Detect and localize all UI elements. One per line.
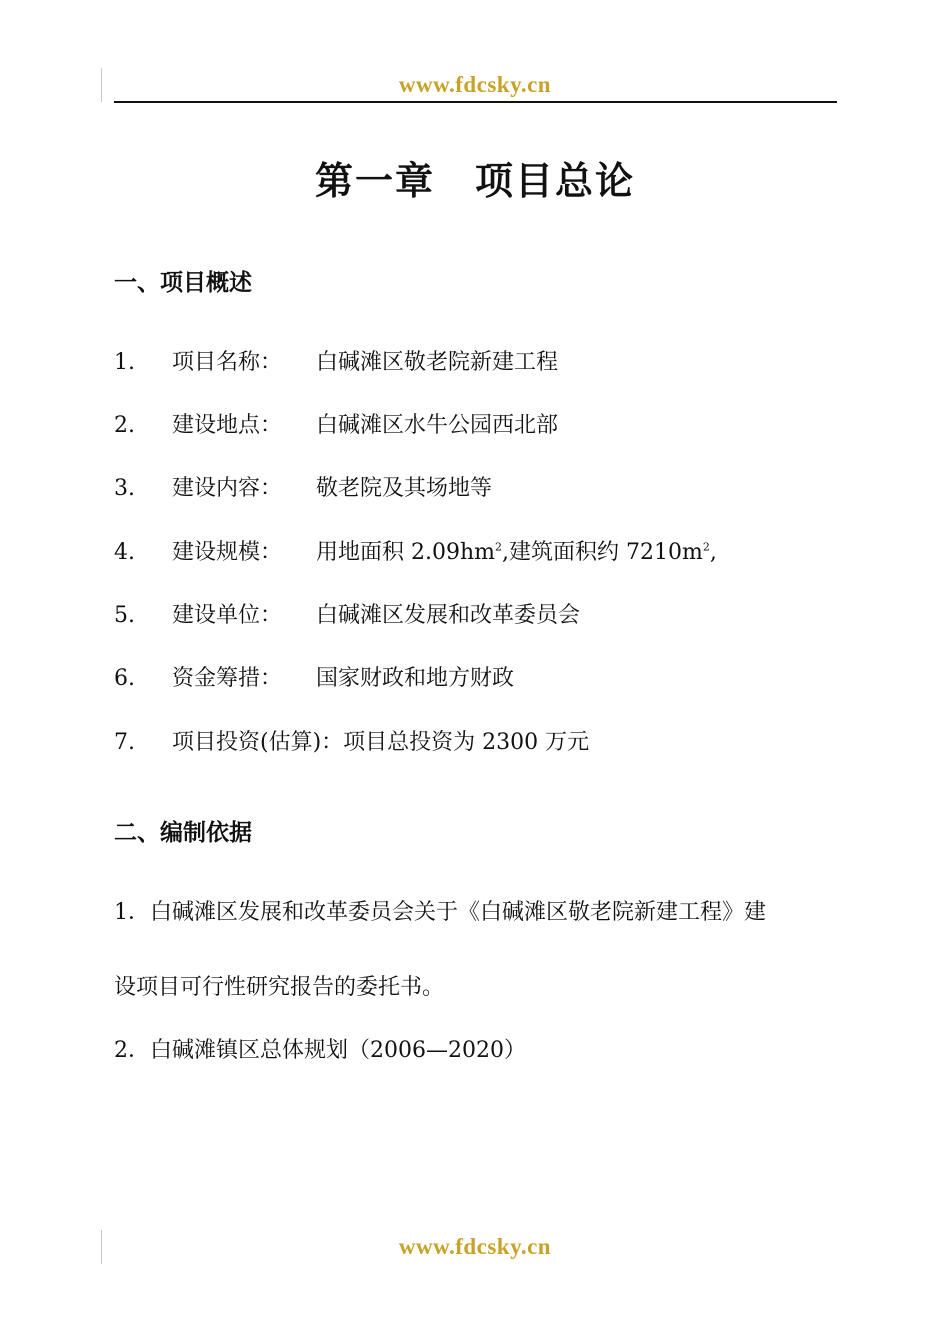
item-number: 2. <box>114 413 135 438</box>
item-number: 6. <box>114 666 135 691</box>
item-label: 建设规模： <box>172 540 283 565</box>
basis-paragraph-line: 1．白碱滩区发展和改革委员会关于《白碱滩区敬老院新建工程》建 <box>114 900 766 925</box>
basis-paragraph: 2．白碱滩镇区总体规划（2006—2020） <box>114 1038 526 1063</box>
item-label: 资金筹措： <box>172 666 283 691</box>
item-text: 项目投资(估算)：项目总投资为 2300 万元 <box>172 730 590 755</box>
item-label: 项目名称： <box>172 350 283 375</box>
item-number: 5. <box>114 603 135 628</box>
header-site-url: www.fdcsky.cn <box>398 72 552 97</box>
chapter-title: 第一章 项目总论 <box>314 159 635 203</box>
header-rule <box>114 101 837 103</box>
item-value: 白碱滩区水牛公园西北部 <box>316 413 559 438</box>
item-label: 建设地点： <box>172 413 283 438</box>
item-value <box>316 538 717 568</box>
trailing-comma: , <box>709 540 717 565</box>
item-number: 4. <box>114 540 135 565</box>
item-value: 国家财政和地方财政 <box>316 666 515 691</box>
item-label: 建设单位： <box>172 603 283 628</box>
footer-site-url: www.fdcsky.cn <box>398 1234 552 1259</box>
item-number: 3. <box>114 476 135 501</box>
item-value: 敬老院及其场地等 <box>316 476 493 501</box>
building-area-exponent: 2 <box>702 540 710 554</box>
basis-paragraph-line: 设项目可行性研究报告的委托书。 <box>114 975 445 1000</box>
building-area-text: ,建筑面积约 7210m <box>502 540 703 565</box>
item-number: 1. <box>114 350 135 375</box>
item-value: 白碱滩区敬老院新建工程 <box>316 350 559 375</box>
item-number: 7. <box>114 730 135 755</box>
item-label: 建设内容： <box>172 476 283 501</box>
land-area-text: 用地面积 2.09hm <box>316 540 496 565</box>
land-area-exponent: 2 <box>495 540 503 554</box>
item-value: 白碱滩区发展和改革委员会 <box>316 603 581 628</box>
section-heading-basis: 二、编制依据 <box>114 820 252 846</box>
section-heading-overview: 一、项目概述 <box>114 270 252 296</box>
